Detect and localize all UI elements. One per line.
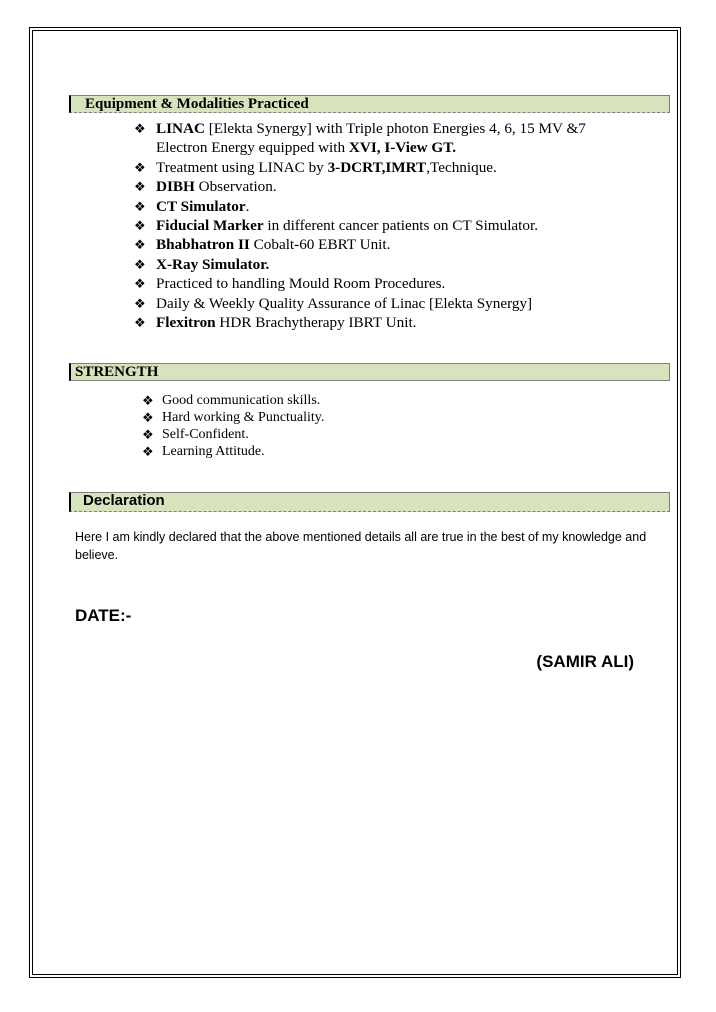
diamond-bullet-icon: ❖ xyxy=(142,393,154,408)
declaration-section-title: Declaration xyxy=(83,492,165,509)
diamond-bullet-icon: ❖ xyxy=(134,218,146,234)
diamond-bullet-icon: ❖ xyxy=(134,121,146,136)
diamond-bullet-icon: ❖ xyxy=(142,427,154,442)
diamond-bullet-icon: ❖ xyxy=(142,410,154,425)
list-item: ❖ LINAC [Elekta Synergy] with Triple photon Energies 4, 6, 15 MV &7 xyxy=(134,120,586,137)
diamond-bullet-icon: ❖ xyxy=(134,159,146,175)
list-item: ❖ Flexitron HDR Brachytherapy IBRT Unit. xyxy=(134,314,417,332)
list-item: ❖ Treatment using LINAC by 3-DCRT,IMRT,Technique. xyxy=(134,158,497,176)
strength-section-title: STRENGTH xyxy=(75,364,159,380)
list-item: ❖ Good communication skills. xyxy=(142,393,321,408)
list-item: ❖ Fiducial Marker in different cancer patients on CT Simulator. xyxy=(134,217,538,235)
strength-section-header xyxy=(69,363,670,381)
equipment-list xyxy=(134,119,654,332)
diamond-bullet-icon: ❖ xyxy=(134,198,146,214)
list-item: ❖ DIBH Observation. xyxy=(134,178,277,196)
list-item: ❖ Practiced to handling Mould Room Procedures. xyxy=(134,275,446,293)
signature-name: (SAMIR ALI) xyxy=(536,652,634,671)
diamond-bullet-icon: ❖ xyxy=(134,179,146,195)
diamond-bullet-icon: ❖ xyxy=(134,276,146,292)
list-item: ❖ Learning Attitude. xyxy=(142,444,265,459)
list-item: ❖ Self-Confident. xyxy=(142,427,249,442)
list-item: ❖ Daily & Weekly Quality Assurance of Linac [Elekta Synergy] xyxy=(134,294,533,312)
list-item: ❖ Bhabhatron II Cobalt-60 EBRT Unit. xyxy=(134,236,391,254)
diamond-bullet-icon: ❖ xyxy=(142,444,154,459)
list-item: ❖ CT Simulator. xyxy=(134,197,250,215)
diamond-bullet-icon: ❖ xyxy=(134,237,146,253)
list-item: Electron Energy equipped with XVI, I-View GT. xyxy=(156,139,457,157)
diamond-bullet-icon: ❖ xyxy=(134,295,146,311)
equipment-section-header xyxy=(69,95,670,113)
list-item: ❖ X-Ray Simulator. xyxy=(134,255,270,273)
declaration-text: Here I am kindly declared that the above mentioned details all are true in the best of my knowledge and believe. xyxy=(75,530,647,562)
strength-list xyxy=(142,392,642,460)
declaration-section-header xyxy=(69,492,670,512)
date-label: DATE:- xyxy=(75,606,132,625)
diamond-bullet-icon: ❖ xyxy=(134,315,146,331)
equipment-section-title: Equipment & Modalities Practiced xyxy=(85,96,309,112)
list-item: ❖ Hard working & Punctuality. xyxy=(142,410,325,425)
diamond-bullet-icon: ❖ xyxy=(134,256,146,272)
